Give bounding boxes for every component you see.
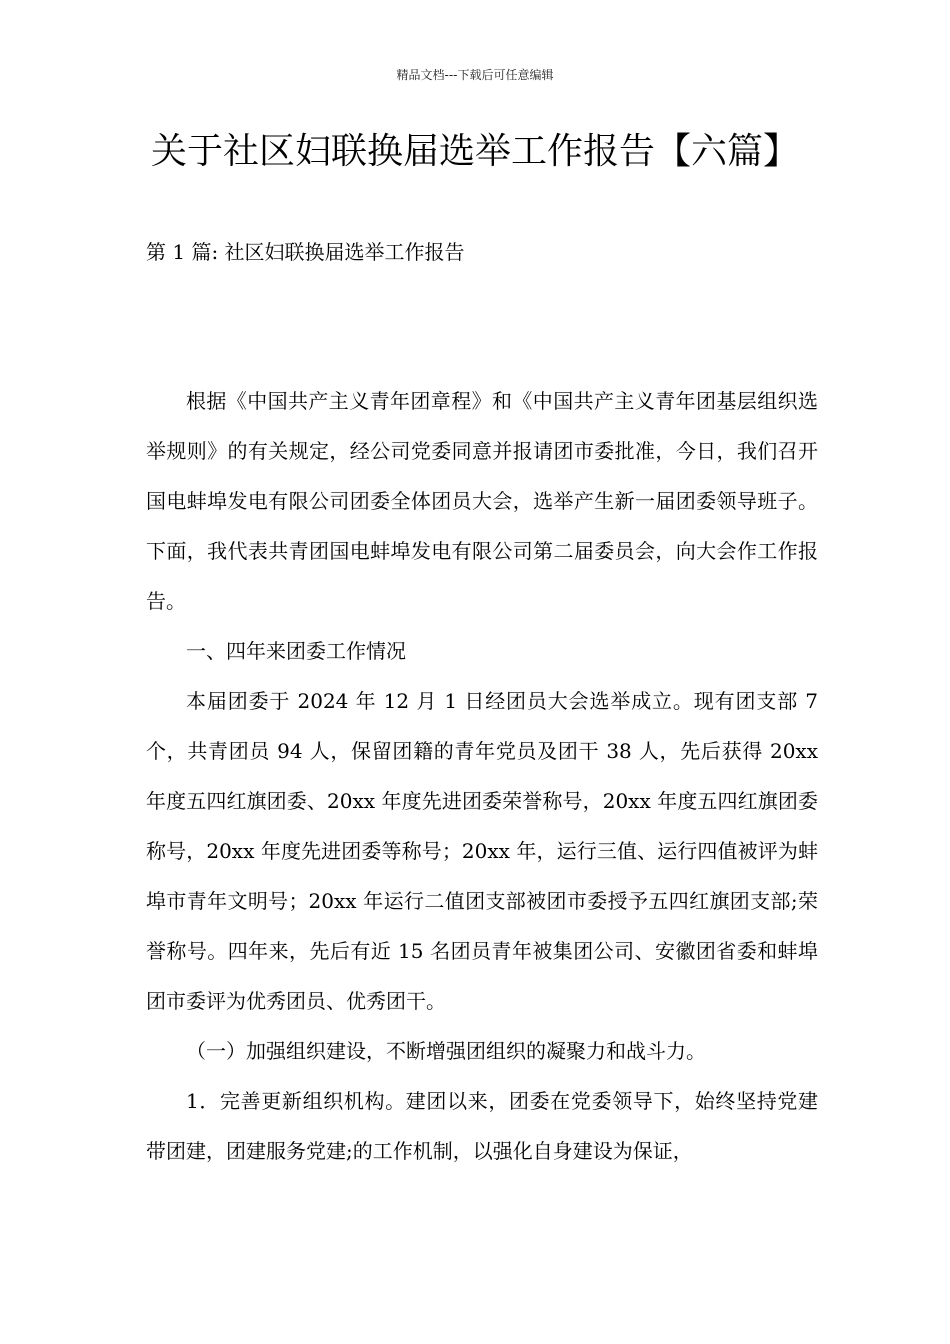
- paragraph-item-1: 1．完善更新组织机构。建团以来，团委在党委领导下，始终坚持党建带团建，团建服务党建;的工作机制，以强化自身建设为保证，: [146, 1089, 818, 1163]
- header-note: 精品文档---下载后可任意编辑: [396, 68, 554, 82]
- subsection-heading: （一）加强组织建设，不断增强团组织的凝聚力和战斗力。: [186, 1039, 706, 1063]
- document-subtitle: 第 1 篇: 社区妇联换届选举工作报告: [146, 240, 465, 264]
- paragraph-intro: 根据《中国共产主义青年团章程》和《中国共产主义青年团基层组织选举规则》的有关规定，经公司党委同意并报请团市委批准，今日，我们召开国电蚌埠发电有限公司团委全体团员大会，选举产生新一届团委领导班子。下面，我代表共青团国电蚌埠发电有限公司第二届委员会，向大会作工作报告。: [146, 389, 818, 613]
- document-body: [146, 376, 818, 1176]
- section-heading: 一、四年来团委工作情况: [186, 639, 406, 663]
- paragraph-summary: 本届团委于 2024 年 12 月 1 日经团员大会选举成立。现有团支部 7 个，共青团员 94 人，保留团籍的青年党员及团干 38 人，先后获得 20xx 年度五四红旗团委、20xx 年度先进团委荣誉称号，20xx 年度五四红旗团委称号，20xx 年度先进团委等称号；20xx 年，运行三值、运行四值被评为蚌埠市青年文明号；20xx 年运行二值团支部被团市委授予五四红旗团支部;荣誉称号。四年来，先后有近 15 名团员青年被集团公司、安徽团省委和蚌埠团市委评为优秀团员、优秀团干。: [146, 689, 818, 1013]
- document-title: 关于社区妇联换届选举工作报告【六篇】: [150, 131, 799, 172]
